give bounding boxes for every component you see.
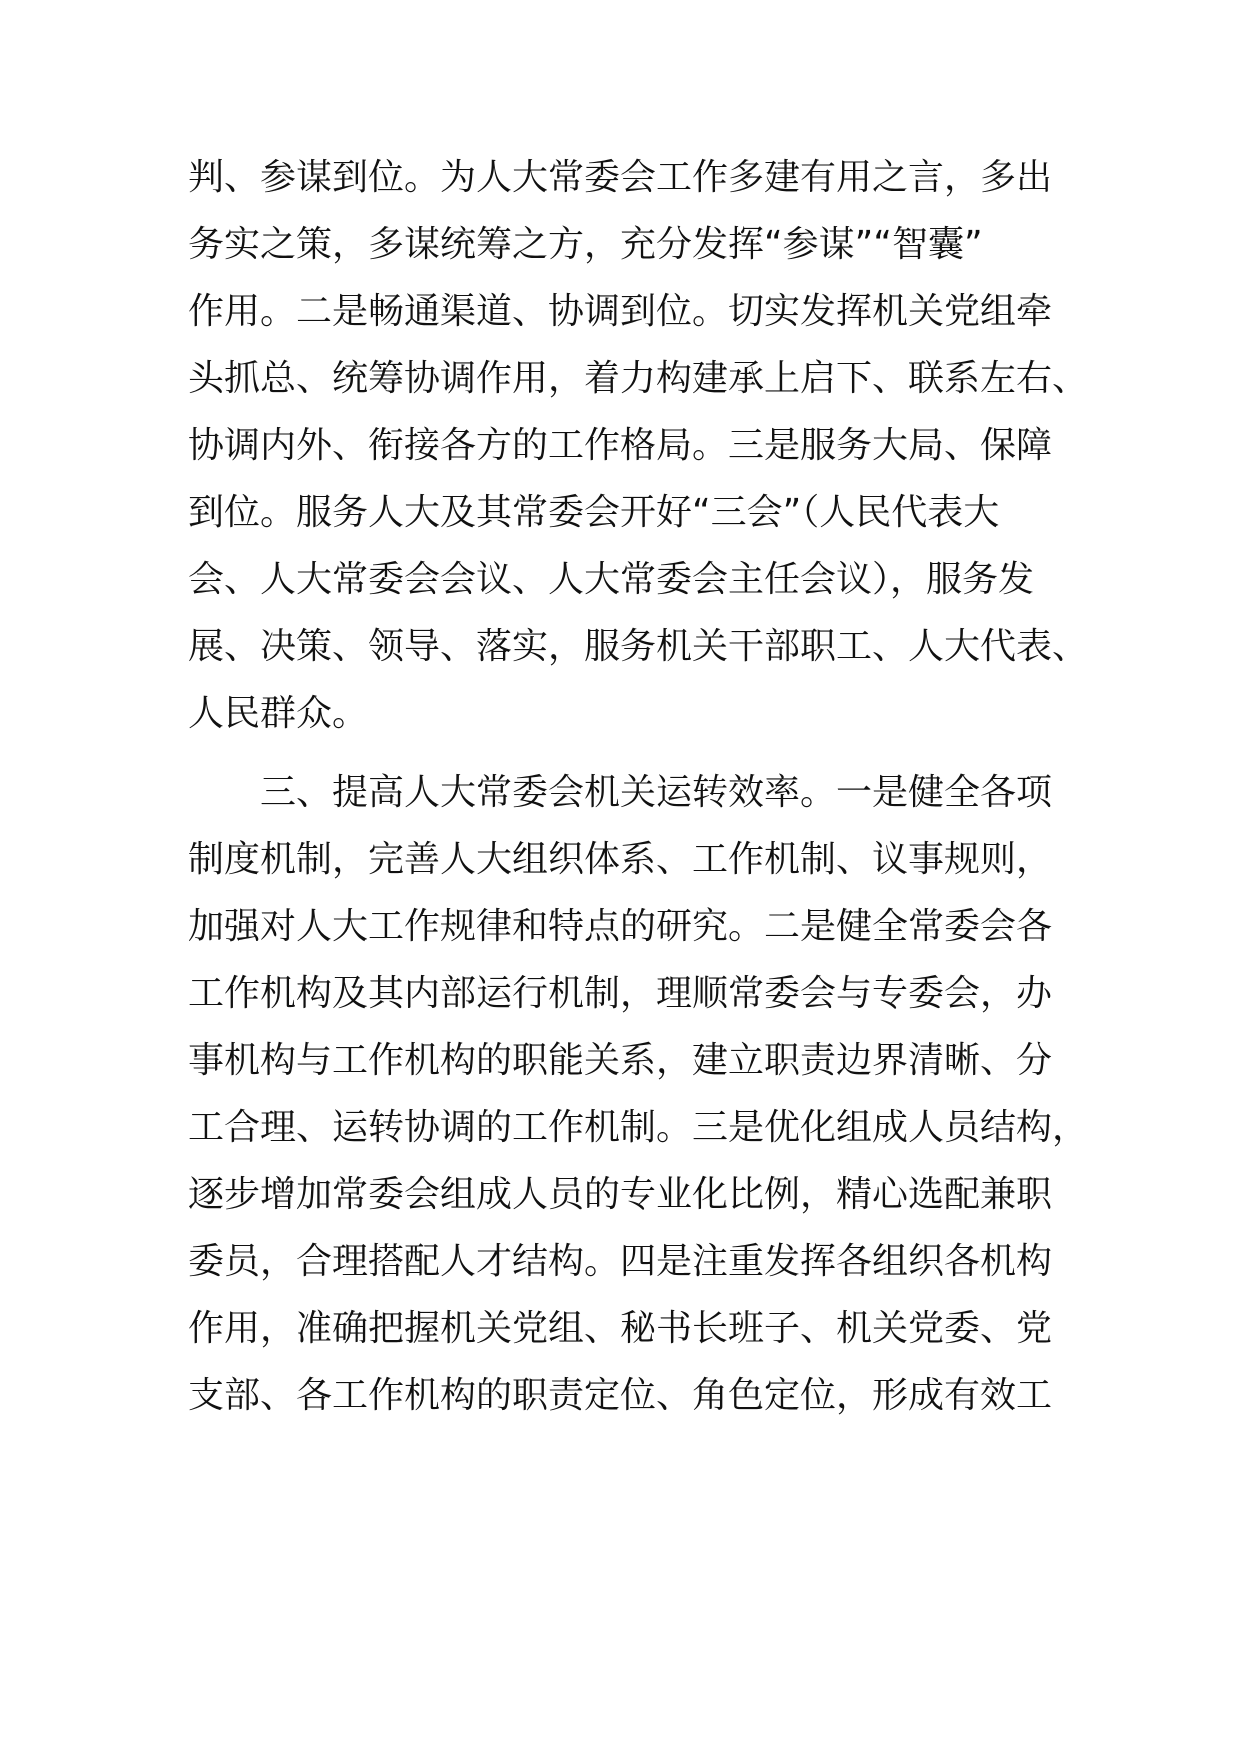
paragraph-2-line: 制度机制，完善人大组织体系、工作机制、议事规则， — [188, 839, 1053, 880]
paragraph-2-line: 逐步增加常委会组成人员的专业化比例，精心选配兼职 — [188, 1174, 1053, 1215]
paragraph-2-line: 支部、各工作机构的职责定位、角色定位，形成有效工 — [188, 1375, 1053, 1416]
paragraph-1-line: 人民群众。 — [188, 693, 369, 734]
paragraph-1-line: 协调内外、衔接各方的工作格局。三是服务大局、保障 — [188, 425, 1053, 466]
paragraph-2-line: 作用，准确把握机关党组、秘书长班子、机关党委、党 — [188, 1308, 1053, 1349]
paragraph-1-line: 到位。服务人大及其常委会开好“三会”（人民代表大 — [188, 492, 1000, 533]
paragraph-2-line: 委员，合理搭配人才结构。四是注重发挥各组织各机构 — [188, 1241, 1053, 1282]
paragraph-1-line: 展、决策、领导、落实，服务机关干部职工、人大代表、 — [188, 626, 1089, 667]
paragraph-1-line: 判、参谋到位。为人大常委会工作多建有用之言，多出 — [188, 157, 1053, 198]
paragraph-1-line: 作用。二是畅通渠道、协调到位。切实发挥机关党组牵 — [188, 291, 1053, 332]
paragraph-2-line: 加强对人大工作规律和特点的研究。二是健全常委会各 — [188, 906, 1053, 947]
paragraph-2-line: 工合理、运转协调的工作机制。三是优化组成人员结构， — [188, 1107, 1089, 1148]
paragraph-2-line: 工作机构及其内部运行机制，理顺常委会与专委会，办 — [188, 973, 1053, 1014]
paragraph-1-line: 务实之策，多谋统筹之方，充分发挥“参谋”“智囊” — [188, 224, 983, 265]
paragraph-2-line: 三、提高人大常委会机关运转效率。一是健全各项 — [260, 772, 1053, 813]
paragraph-1-line: 会、人大常委会会议、人大常委会主任会议），服务发 — [188, 559, 1035, 600]
paragraph-2-line: 事机构与工作机构的职能关系，建立职责边界清晰、分 — [188, 1040, 1053, 1081]
paragraph-1-line: 头抓总、统筹协调作用，着力构建承上启下、联系左右、 — [188, 358, 1089, 399]
